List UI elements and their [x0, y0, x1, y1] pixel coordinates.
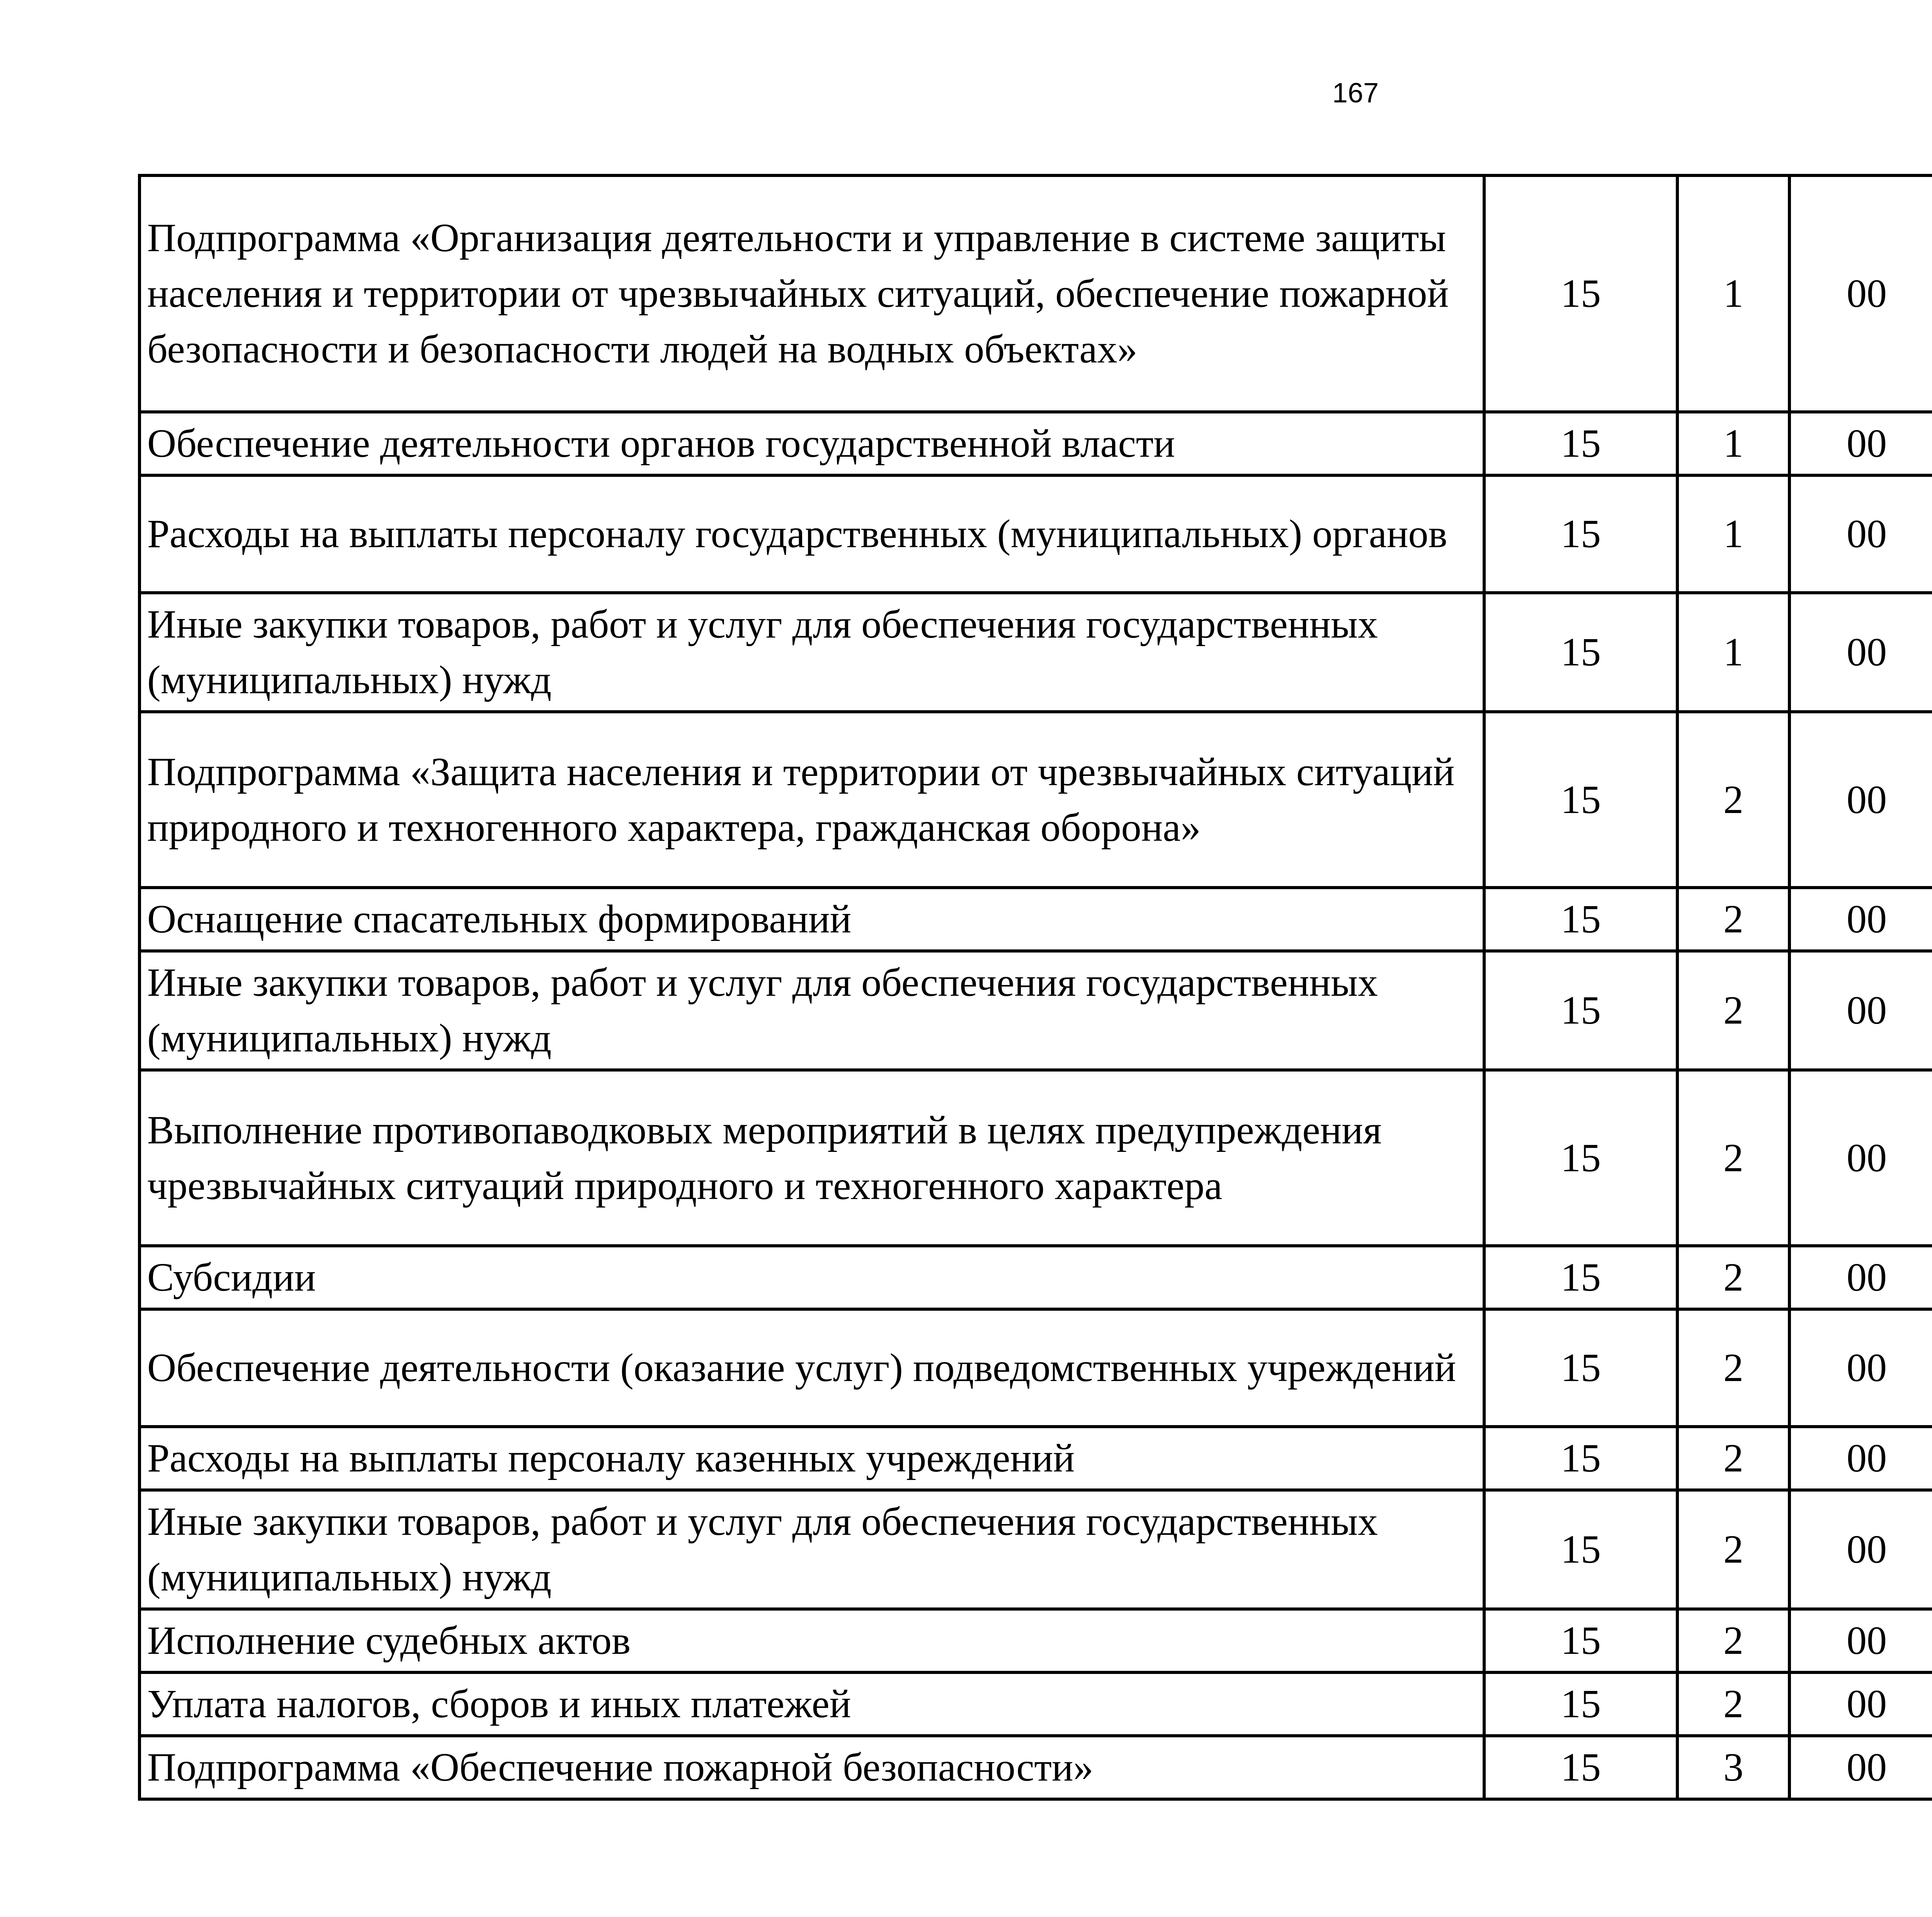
code-3: 00 [1789, 412, 1932, 475]
table-row [139, 888, 1932, 951]
code-1: 15 [1484, 1427, 1677, 1490]
code-1: 15 [1484, 1070, 1677, 1246]
code-2: 1 [1677, 593, 1789, 712]
code-2: 2 [1677, 1672, 1789, 1736]
row-name: Уплата налогов, сборов и иных платежей [139, 1672, 1484, 1736]
code-2: 1 [1677, 175, 1789, 412]
code-1: 15 [1484, 175, 1677, 412]
table-row [139, 1672, 1932, 1736]
row-name: Исполнение судебных актов [139, 1609, 1484, 1672]
code-1: 15 [1484, 1246, 1677, 1309]
code-3: 00 [1789, 712, 1932, 888]
code-3: 00 [1789, 475, 1932, 593]
code-2: 2 [1677, 1070, 1789, 1246]
code-1: 15 [1484, 712, 1677, 888]
row-name: Субсидии [139, 1246, 1484, 1309]
code-3: 00 [1789, 175, 1932, 412]
code-2: 3 [1677, 1736, 1789, 1799]
code-3: 00 [1789, 1309, 1932, 1427]
row-name: Обеспечение деятельности органов государственной власти [139, 412, 1484, 475]
row-name: Расходы на выплаты персоналу государственных (муниципальных) органов [139, 475, 1484, 593]
row-name: Иные закупки товаров, работ и услуг для обеспечения государственных (муниципальных) нужд [139, 951, 1484, 1070]
row-name: Обеспечение деятельности (оказание услуг) подведомственных учреждений [139, 1309, 1484, 1427]
code-3: 00 [1789, 593, 1932, 712]
row-name: Оснащение спасательных формирований [139, 888, 1484, 951]
row-name: Иные закупки товаров, работ и услуг для обеспечения государственных (муниципальных) нужд [139, 593, 1484, 712]
code-3: 00 [1789, 1736, 1932, 1799]
code-3: 00 [1789, 1070, 1932, 1246]
code-3: 00 [1789, 1427, 1932, 1490]
table-row [139, 712, 1932, 888]
code-1: 15 [1484, 888, 1677, 951]
code-3: 00 [1789, 1246, 1932, 1309]
row-name: Подпрограмма «Защита населения и территории от чрезвычайных ситуаций природного и техногенного характера, гражданская оборона» [139, 712, 1484, 888]
table-row [139, 951, 1932, 1070]
code-2: 2 [1677, 1609, 1789, 1672]
row-name: Расходы на выплаты персоналу казенных учреждений [139, 1427, 1484, 1490]
table-row [139, 1246, 1932, 1309]
table-row [139, 412, 1932, 475]
row-name: Подпрограмма «Организация деятельности и управление в системе защиты населения и территории от чрезвычайных ситуаций, обеспечение пожарной безопасности и безопасности людей на водных объектах» [139, 175, 1484, 412]
table-row [139, 1427, 1932, 1490]
code-1: 15 [1484, 1490, 1677, 1609]
code-3: 00 [1789, 888, 1932, 951]
code-2: 1 [1677, 412, 1789, 475]
code-1: 15 [1484, 475, 1677, 593]
code-1: 15 [1484, 951, 1677, 1070]
code-2: 1 [1677, 475, 1789, 593]
code-1: 15 [1484, 1736, 1677, 1799]
code-3: 00 [1789, 1672, 1932, 1736]
code-3: 00 [1789, 1490, 1932, 1609]
code-1: 15 [1484, 593, 1677, 712]
row-name: Подпрограмма «Обеспечение пожарной безопасности» [139, 1736, 1484, 1799]
table-row [139, 1736, 1932, 1799]
code-1: 15 [1484, 412, 1677, 475]
code-1: 15 [1484, 1309, 1677, 1427]
code-3: 00 [1789, 951, 1932, 1070]
table-row [139, 593, 1932, 712]
code-2: 2 [1677, 712, 1789, 888]
table-row [139, 475, 1932, 593]
code-2: 2 [1677, 1246, 1789, 1309]
code-1: 15 [1484, 1609, 1677, 1672]
page-number: 167 [1332, 78, 1379, 109]
code-2: 2 [1677, 1309, 1789, 1427]
table-row [139, 175, 1932, 412]
code-3: 00 [1789, 1609, 1932, 1672]
row-name: Иные закупки товаров, работ и услуг для обеспечения государственных (муниципальных) нужд [139, 1490, 1484, 1609]
code-1: 15 [1484, 1672, 1677, 1736]
code-2: 2 [1677, 1490, 1789, 1609]
table-row [139, 1070, 1932, 1246]
table-row [139, 1609, 1932, 1672]
table-row [139, 1309, 1932, 1427]
table-row [139, 1490, 1932, 1609]
budget-table [138, 174, 1932, 1801]
code-2: 2 [1677, 1427, 1789, 1490]
code-2: 2 [1677, 951, 1789, 1070]
table-body [139, 175, 1932, 1799]
row-name: Выполнение противопаводковых мероприятий в целях предупреждения чрезвычайных ситуаций природного и техногенного характера [139, 1070, 1484, 1246]
code-2: 2 [1677, 888, 1789, 951]
